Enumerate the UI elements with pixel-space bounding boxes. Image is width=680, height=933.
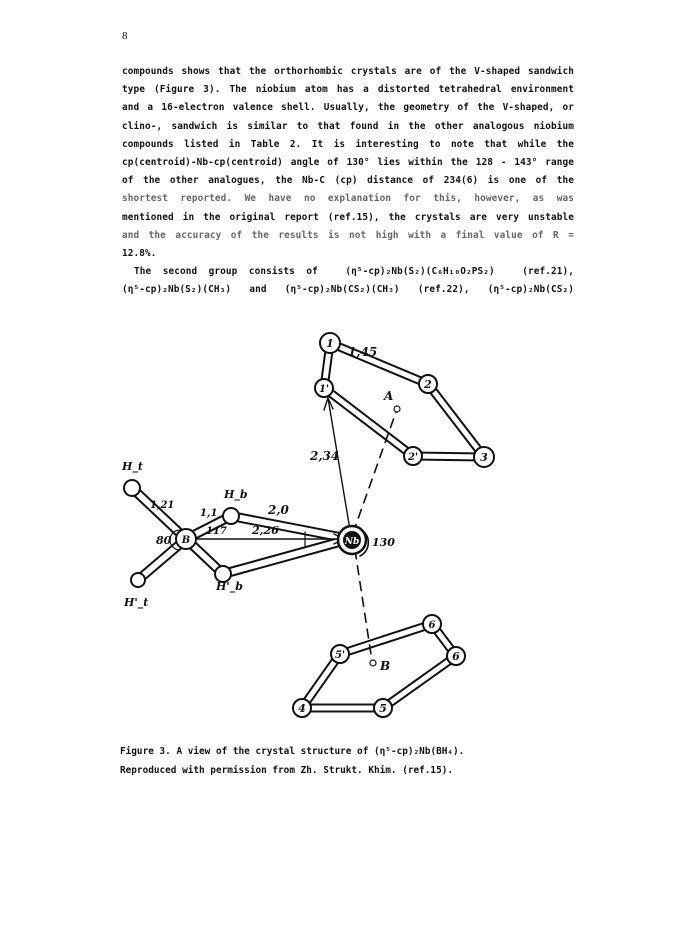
- hydrogen-label: H_t: [122, 460, 143, 473]
- crystal-structure-figure: [100, 318, 580, 728]
- text-line: 12.8%.: [122, 247, 157, 259]
- text-line: of the other analogues, the Nb-C (cp) distance of 234(6) is one of the: [122, 175, 574, 187]
- atom-label-c5-prime: 5': [334, 650, 346, 661]
- atom-label-b: B: [181, 535, 191, 546]
- page-number: 8: [122, 30, 128, 42]
- figure-caption: [120, 742, 580, 780]
- angle-label: 117: [206, 526, 227, 537]
- atom-label-c4: 4: [298, 702, 306, 715]
- caption-prefix: Figure 3. A view of the crystal structure of: [120, 746, 369, 757]
- distance-label: 2,26: [252, 524, 279, 537]
- text-line: compounds shows that the orthorhombic crystals are of the V-shaped sandwich: [122, 66, 574, 77]
- bond-length-label: 1,21: [150, 500, 175, 511]
- atom-label-nb: Nb: [344, 537, 360, 547]
- atom-label-c1-prime: 1': [318, 384, 330, 395]
- bond-length-label: 2,0: [268, 503, 289, 517]
- centroid-label-a: A: [384, 389, 394, 403]
- formula: (η⁵-cp)₂Nb(S₂)(C₆H₁₀O₂PS₂): [345, 266, 495, 278]
- text-line: mentioned in the original report (ref.15), the crystals are very unstable: [122, 211, 574, 223]
- caption-formula: (η⁵-cp)₂Nb(BH₄).: [374, 746, 465, 757]
- bond-length-label: 1,45: [348, 345, 378, 359]
- reference: (ref.22),: [417, 284, 470, 296]
- conjunction: and: [249, 284, 267, 296]
- hydrogen-label: H'_t: [124, 596, 149, 609]
- caption-line-2: Reproduced with permission from Zh. Strukt. Khim. (ref.15).: [120, 765, 454, 776]
- text-line: and a 16-electron valence shell. Usually, the geometry of the V-shaped, or: [122, 102, 574, 114]
- caption-line-1: [120, 742, 580, 761]
- atom-label-c6: 6: [452, 650, 460, 663]
- text-line: cp(centroid)-Nb-cp(centroid) angle of 130° lies within the 128 - 143° range: [122, 156, 574, 168]
- formula: (η⁵-cp)₂Nb(S₂)(CH₃): [122, 284, 232, 296]
- hydrogen-label: H_b: [224, 488, 248, 501]
- text-line: and the accuracy of the results is not high with a final value of R =: [122, 229, 574, 241]
- atom-label-c1: 1: [326, 337, 334, 350]
- atom-label-c5: 5: [379, 702, 387, 715]
- text-line: shortest reported. We have no explanation for this, however, as was: [122, 193, 574, 205]
- second-group-line-2: [122, 281, 574, 299]
- angle-label: 130: [372, 536, 395, 549]
- atom-label-c3: 3: [480, 451, 488, 464]
- second-group-intro: The second group consists of: [134, 266, 318, 278]
- centroid-label-b: B: [380, 659, 391, 673]
- second-group-line-1: [122, 263, 574, 281]
- reference: (ref.21),: [522, 266, 574, 278]
- formula: (η⁵-cp)₂Nb(CS₂)(CH₃): [284, 284, 400, 296]
- body-text: [122, 63, 574, 299]
- bond-length-label: 1,1: [200, 508, 218, 519]
- text-line: clino-, sandwich is similar to that found in the other analogous niobium: [122, 120, 574, 132]
- formula: (η⁵-cp)₂Nb(CS₂): [487, 284, 574, 296]
- angle-label: 80: [156, 534, 172, 547]
- atom-label-c6-prime: 6: [428, 620, 436, 631]
- atom-label-c2: 2: [424, 378, 432, 391]
- bond-length-label: 2,34: [310, 449, 340, 463]
- text-line: compounds listed in Table 2. It is interesting to note that while the: [122, 138, 574, 150]
- text-line: type (Figure 3). The niobium atom has a distorted tetrahedral environment: [122, 84, 574, 96]
- hydrogen-label: H'_b: [216, 580, 243, 593]
- crystal-structure-drawing: [100, 318, 580, 728]
- atom-label-c2-prime: 2': [407, 452, 419, 463]
